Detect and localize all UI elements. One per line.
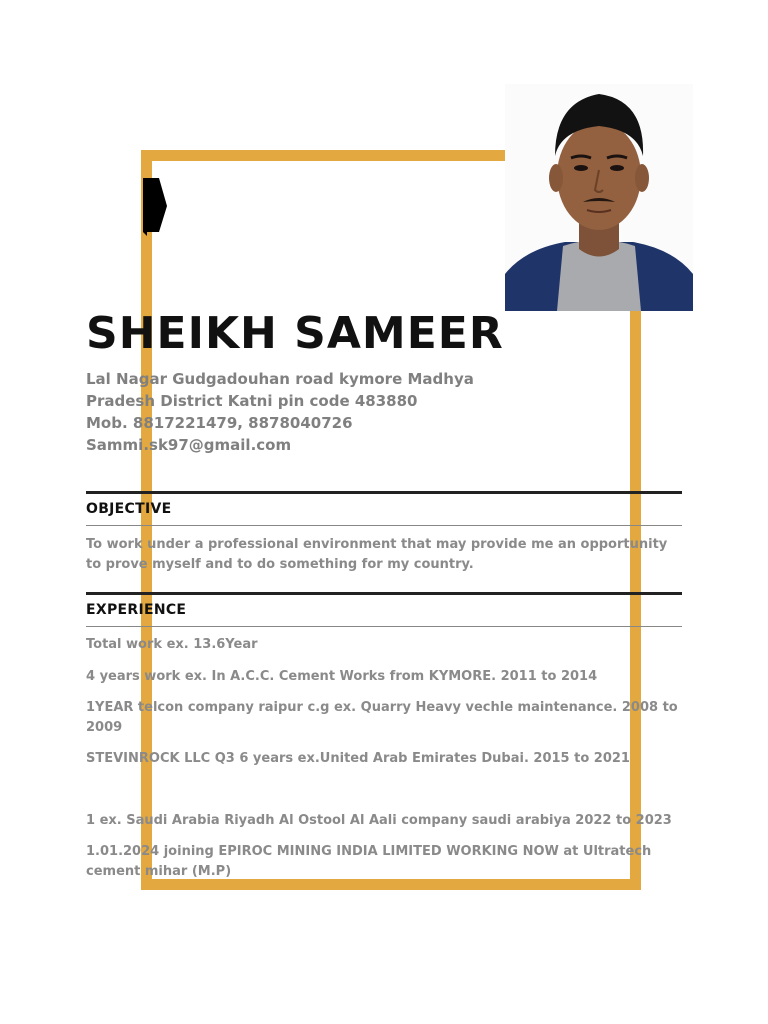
experience-item: 1 ex. Saudi Arabia Riyadh Al Ostool Al Aali company saudi arabiya 2022 to 2023 — [86, 813, 672, 828]
objective-top-rule — [86, 491, 682, 494]
experience-item: Total work ex. 13.6Year — [86, 637, 258, 652]
experience-item: 1YEAR telcon company raipur c.g ex. Quarry Heavy vechle maintenance. 2008 to 2009 — [86, 700, 678, 735]
email-address: Sammi.sk97@gmail.com — [86, 436, 292, 454]
experience-item: 1.01.2024 joining EPIROC MINING INDIA LIMITED WORKING NOW at Ultratech cement mihar (M.P) — [86, 844, 652, 879]
objective-text: To work under a professional environment that may provide me an opportunity to prove myself and to do something for my country. — [86, 537, 668, 572]
objective-heading: OBJECTIVE — [86, 501, 172, 517]
address-line-1: Lal Nagar Gudgadouhan road kymore Madhya — [86, 370, 474, 388]
experience-item: 4 years work ex. In A.C.C. Cement Works from KYMORE. 2011 to 2014 — [86, 669, 598, 684]
profile-photo — [505, 84, 693, 311]
experience-bottom-rule — [86, 626, 682, 627]
objective-bottom-rule — [86, 525, 682, 526]
experience-heading: EXPERIENCE — [86, 602, 187, 618]
experience-top-rule — [86, 592, 682, 595]
address-line-2: Pradesh District Katni pin code 483880 — [86, 392, 418, 410]
phone-numbers: Mob. 8817221479, 8878040726 — [86, 414, 353, 432]
experience-item: STEVINROCK LLC Q3 6 years ex.United Arab Emirates Dubai. 2015 to 2021 — [86, 751, 630, 766]
candidate-name: SHEIKH SAMEER — [86, 308, 504, 359]
decorative-tab-marker — [143, 178, 167, 236]
contact-block — [86, 368, 516, 456]
